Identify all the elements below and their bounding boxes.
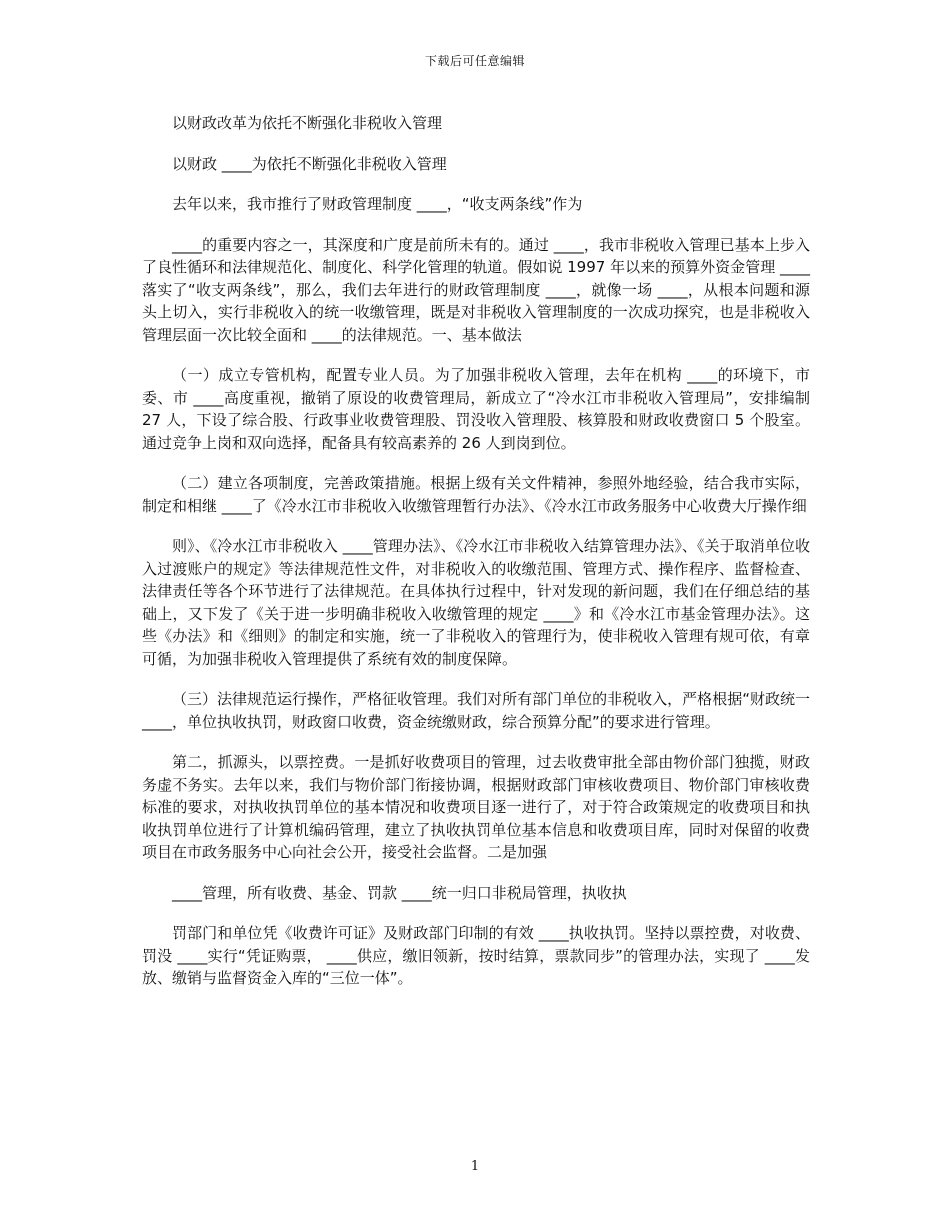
document-title: 以财政改革为依托不断强化非税收入管理 — [172, 114, 443, 132]
header-note: 下载后可任意编辑 — [424, 54, 525, 68]
paragraph-section-2-continued: 则》、《冷水江市非税收入 ____管理办法》、《冷水江市非税收入结算管理办法》、《关于取消单位收入过渡账户的规定》等法律规范性文件，对非税收入的收缴范围、管理方式、操作程序、监督检查、法律责任等各个环节进行了法律规范。在具体执行过程中，针对发现的新问题，我们在仔细总结的基础上，又下发了《关于进一步明确非税收入收缴管理的规定 ____》和《冷水江市基金管理办法》。这些《办法》和《细则》的制定和实施，统一了非税收入的管理行为，使非税收入管理有规可依，有章可循，为加强非税收入管理提供了系统有效的制度保障。 — [142, 537, 810, 668]
paragraph-second-point: 第二，抓源头，以票控费。一是抓好收费项目的管理，过去收费审批全部由物价部门独揽，财政务虚不务实。去年以来，我们与物价部门衔接协调，根据财政部门审核收费项目、物价部门审核收费标准的要求，对执收执罚单位的基本情况和收费项目逐一进行了，对于符合政策规定的收费项目和执收执罚单位进行了计算机编码管理，建立了执收执罚单位基本信息和收费项目库，同时对保留的收费项目在市政务服务中心向社会公开，接受社会监督。二是加强 — [142, 753, 810, 861]
paragraph-subtitle: 以财政 ____为依托不断强化非税收入管理 — [172, 154, 447, 173]
paragraph-section-1: （一）成立专管机构，配置专业人员。为了加强非税收入管理，去年在机构 ____的环境下，市委、市 ____高度重视，撤销了原设的收费管理局，新成立了“冷水江市非税收入管理局”，安排编制 27 人，下设了综合股、行政事业收费管理股、罚没收入管理股、核算股和财政收费窗口 5 个股室。通过竞争上岗和双向选择，配备具有较高素养的 26 人到岗到位。 — [142, 366, 810, 452]
paragraph-management: ____管理，所有收费、基金、罚款 ____统一归口非税局管理，执收执 — [172, 883, 627, 902]
paragraph-intro: 去年以来，我市推行了财政管理制度 ____，“收支两条线”作为 — [172, 195, 583, 213]
paragraph-section-3: （三）法律规范运行操作，严格征收管理。我们对所有部门单位的非税收入，严格根据“财政统一 ____，单位执收执罚，财政窗口收费，资金统缴财政，综合预算分配”的要求进行管理。 — [142, 690, 810, 731]
paragraph-section-2: （二）建立各项制度，完善政策措施。根据上级有关文件精神，参照外地经验，结合我市实际，制定和相继 ____了《冷水江市非税收入收缴管理暂行办法》、《冷水江市政务服务中心收费大厅操作细 — [142, 474, 810, 515]
paragraph-overview: ____的重要内容之一，其深度和广度是前所未有的。通过 ____，我市非税收入管理已基本上步入了良性循环和法律规范化、制度化、科学化管理的轨道。假如说 1997 年以来的预算外资金管理 ____落实了“收支两条线”，那么，我们去年进行的财政管理制度 ____，就像一场 ____，从根本问题和源头上切入，实行非税收入的统一收缴管理，既是对非税收入管理制度的一次成功探究，也是非税收入管理层面一次比较全面和 ____的法律规范。一、基本做法 — [142, 235, 810, 344]
page-number: 1 — [470, 1159, 480, 1174]
paragraph-ticket-control: 罚部门和单位凭《收费许可证》及财政部门印制的有效 ____执收执罚。坚持以票控费，对收费、罚没 ____实行“凭证购票， ____供应，缴旧领新，按时结算，票款同步”的管理办法，实现了 ____发放、缴销与监督资金入库的“三位一体”。 — [142, 924, 810, 987]
document-body — [142, 112, 810, 990]
